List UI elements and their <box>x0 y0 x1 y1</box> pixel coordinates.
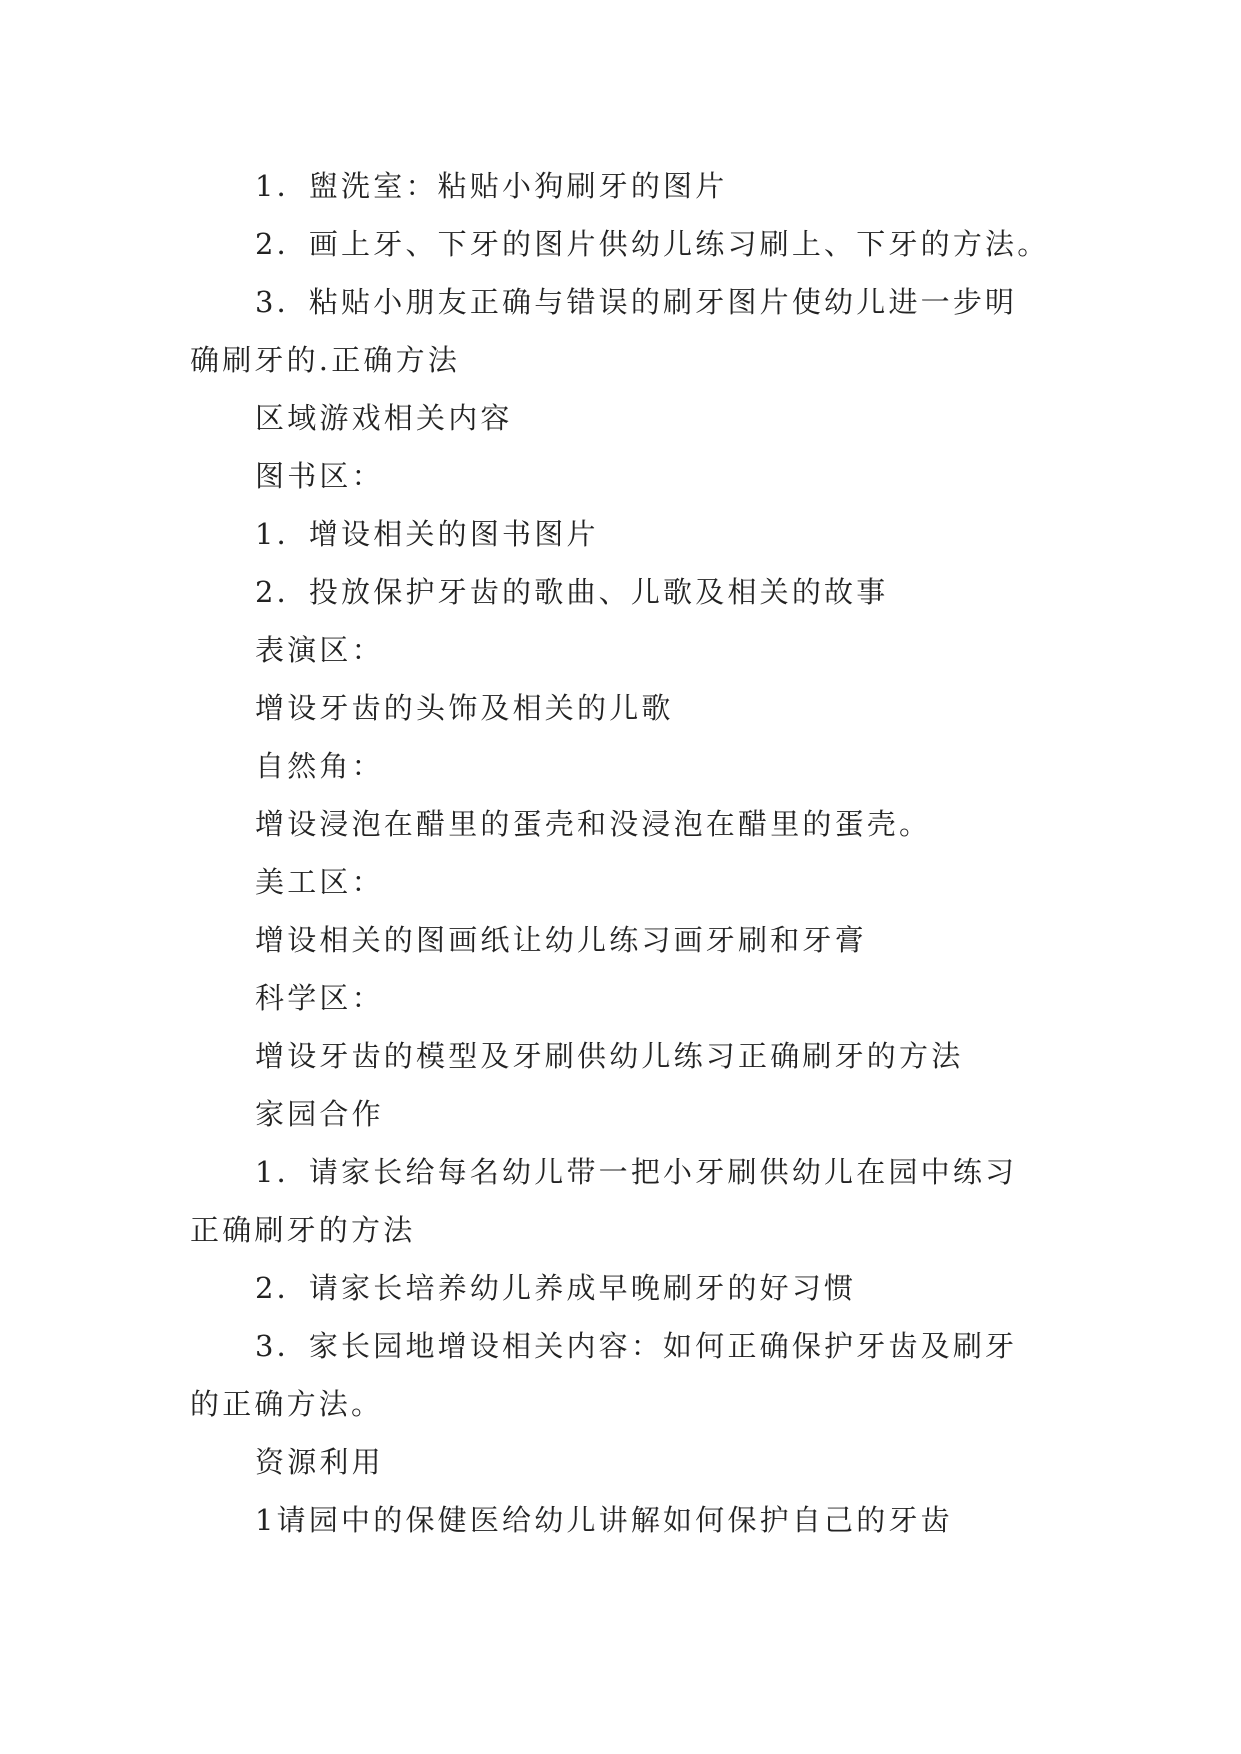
text-line: 增设牙齿的头饰及相关的儿歌 <box>255 691 674 725</box>
text-line: 增设相关的图画纸让幼儿练习画牙刷和牙膏 <box>255 923 867 957</box>
section-heading: 家园合作 <box>255 1097 384 1131</box>
subsection-heading: 美工区： <box>255 865 384 899</box>
text-line: 2．请家长培养幼儿养成早晚刷牙的好习惯 <box>255 1271 857 1305</box>
text-line: 2．投放保护牙齿的歌曲、儿歌及相关的故事 <box>255 575 889 609</box>
text-line: 2．画上牙、下牙的图片供幼儿练习刷上、下牙的方法。 <box>255 227 1050 261</box>
text-line: 增设浸泡在醋里的蛋壳和没浸泡在醋里的蛋壳。 <box>255 807 932 841</box>
text-line: 1请园中的保健医给幼儿讲解如何保护自己的牙齿 <box>255 1503 953 1537</box>
text-line: 增设牙齿的模型及牙刷供幼儿练习正确刷牙的方法 <box>255 1039 964 1073</box>
text-line: 1．增设相关的图书图片 <box>255 517 599 551</box>
text-line: 1．请家长给每名幼儿带一把小牙刷供幼儿在园中练习 <box>255 1155 1018 1189</box>
text-line: 1．盥洗室：粘贴小狗刷牙的图片 <box>255 169 728 203</box>
subsection-heading: 科学区： <box>255 981 384 1015</box>
text-line: 3．粘贴小朋友正确与错误的刷牙图片使幼儿进一步明 <box>255 285 1018 319</box>
text-line: 正确刷牙的方法 <box>190 1213 416 1247</box>
text-line: 3．家长园地增设相关内容：如何正确保护牙齿及刷牙 <box>255 1329 1018 1363</box>
subsection-heading: 表演区： <box>255 633 384 667</box>
subsection-heading: 自然角： <box>255 749 384 783</box>
text-line: 确刷牙的.正确方法 <box>190 343 461 377</box>
text-line: 的正确方法。 <box>190 1387 384 1421</box>
section-heading: 资源利用 <box>255 1445 384 1479</box>
subsection-heading: 图书区： <box>255 459 384 493</box>
section-heading: 区域游戏相关内容 <box>255 401 513 435</box>
